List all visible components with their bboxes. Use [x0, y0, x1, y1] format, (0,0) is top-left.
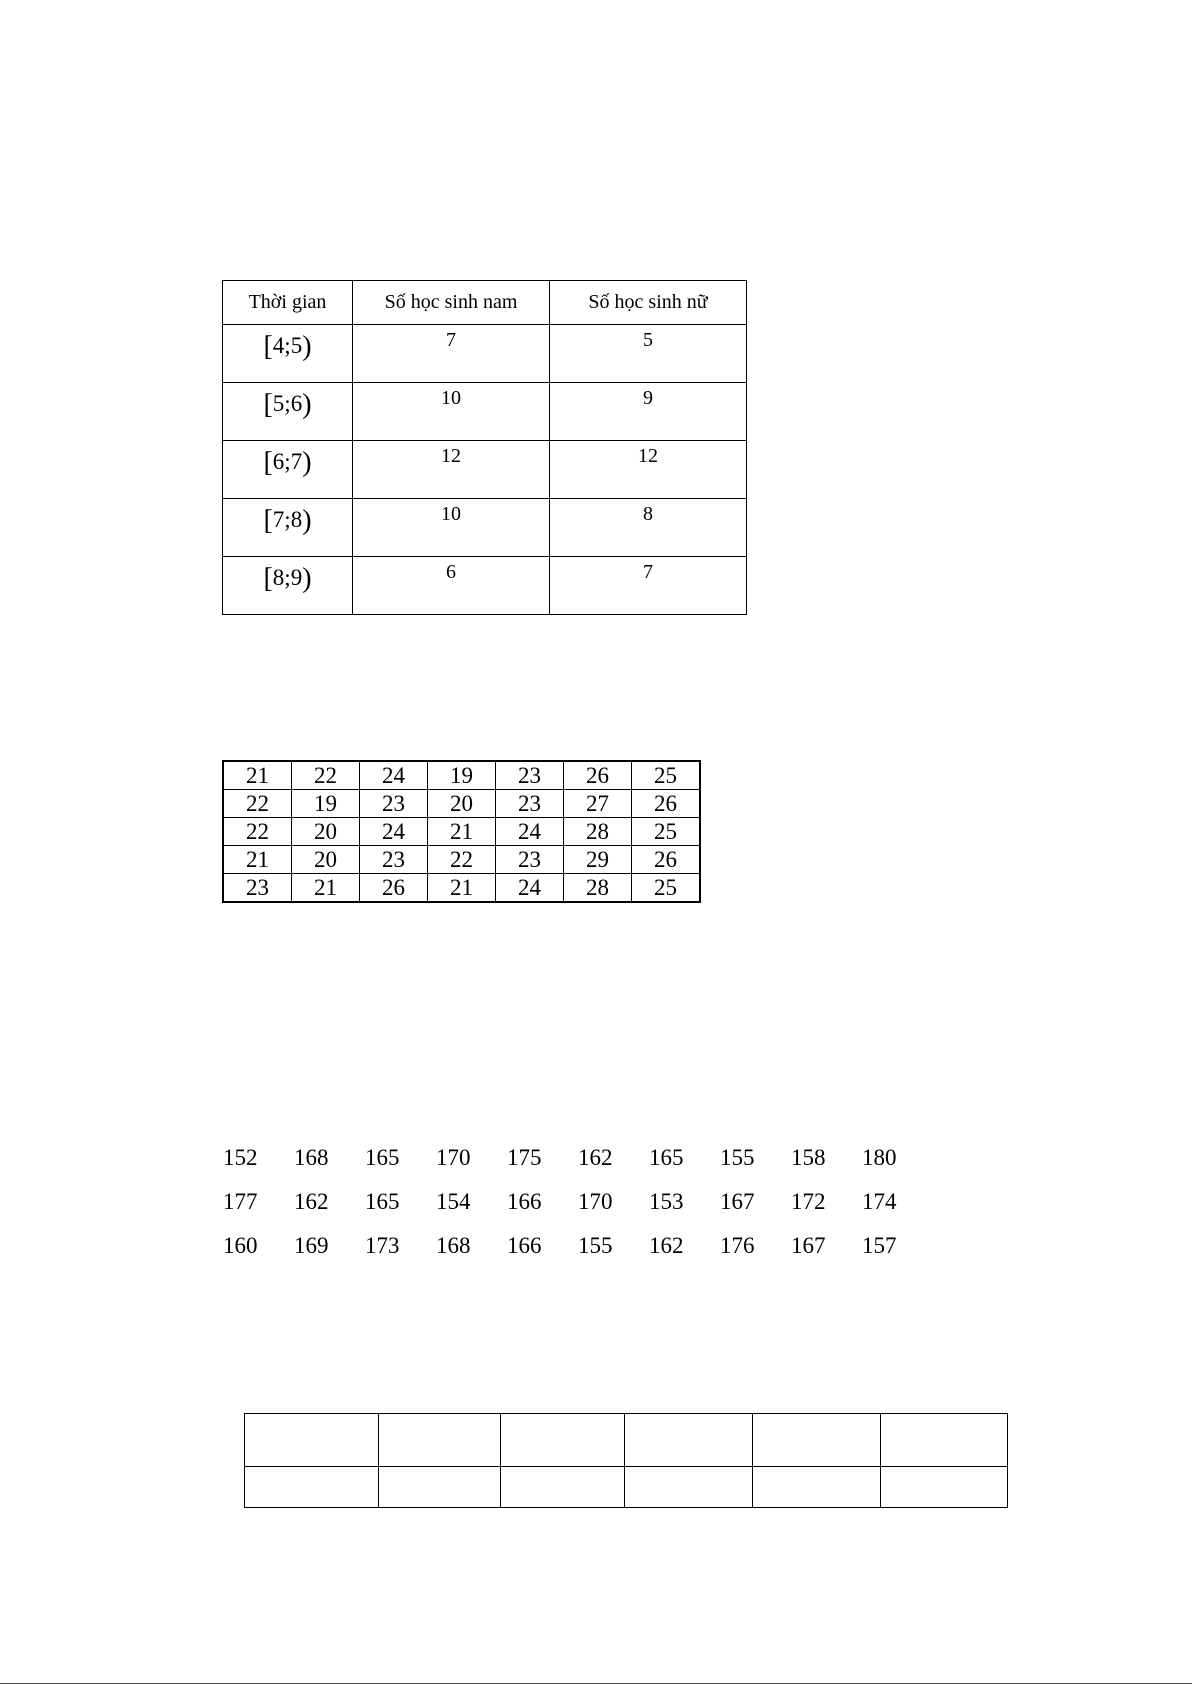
grid-cell: 27 — [564, 790, 632, 818]
table-row — [245, 1414, 1008, 1467]
table-row — [223, 557, 747, 615]
heights-list — [223, 1136, 933, 1268]
grid-cell: 23 — [496, 761, 564, 790]
table-row — [223, 383, 747, 441]
height-value: 152 — [223, 1145, 258, 1170]
grid-cell: 26 — [360, 874, 428, 903]
height-value: 167 — [791, 1233, 826, 1258]
header-female: Số học sinh nữ — [550, 281, 747, 325]
height-value: 173 — [365, 1233, 400, 1258]
interval-cell: [4;5) — [223, 325, 353, 383]
female-count: 5 — [550, 325, 747, 383]
grid-cell: 28 — [564, 818, 632, 846]
height-value: 162 — [649, 1233, 684, 1258]
height-value: 168 — [294, 1145, 329, 1170]
empty-frequency-table — [244, 1413, 1008, 1508]
grid-cell: 22 — [292, 761, 360, 790]
grid-cell: 25 — [632, 818, 701, 846]
grid-cell: 23 — [360, 790, 428, 818]
grid-cell: 21 — [223, 846, 292, 874]
study-time-table — [222, 280, 747, 615]
table-row — [223, 790, 700, 818]
male-count: 7 — [353, 325, 550, 383]
height-value: 155 — [578, 1233, 613, 1258]
height-value: 175 — [507, 1145, 542, 1170]
female-count: 7 — [550, 557, 747, 615]
grid-cell: 19 — [428, 761, 496, 790]
heights-row — [223, 1136, 933, 1180]
grid-cell: 20 — [428, 790, 496, 818]
male-count: 10 — [353, 499, 550, 557]
table-header-row — [223, 281, 747, 325]
height-value: 174 — [862, 1189, 897, 1214]
height-value: 166 — [507, 1233, 542, 1258]
height-value: 168 — [436, 1233, 471, 1258]
empty-cell — [501, 1467, 625, 1508]
height-value: 170 — [578, 1189, 613, 1214]
empty-cell — [625, 1467, 753, 1508]
table-row — [245, 1467, 1008, 1508]
number-grid-table — [222, 760, 701, 903]
grid-cell: 21 — [292, 874, 360, 903]
height-value: 167 — [720, 1189, 755, 1214]
height-value: 165 — [365, 1145, 400, 1170]
height-value: 172 — [791, 1189, 826, 1214]
grid-cell: 23 — [496, 790, 564, 818]
grid-cell: 22 — [223, 818, 292, 846]
empty-cell — [881, 1467, 1008, 1508]
empty-cell — [625, 1414, 753, 1467]
empty-cell — [753, 1467, 881, 1508]
heights-row — [223, 1180, 933, 1224]
grid-cell: 23 — [496, 846, 564, 874]
empty-cell — [753, 1414, 881, 1467]
header-male: Số học sinh nam — [353, 281, 550, 325]
table-row — [223, 846, 700, 874]
grid-cell: 21 — [428, 874, 496, 903]
height-value: 160 — [223, 1233, 258, 1258]
table-row — [223, 499, 747, 557]
table-row — [223, 818, 700, 846]
empty-cell — [245, 1414, 379, 1467]
interval-cell: [7;8) — [223, 499, 353, 557]
table-row — [223, 761, 700, 790]
height-value: 158 — [791, 1145, 826, 1170]
grid-cell: 29 — [564, 846, 632, 874]
height-value: 166 — [507, 1189, 542, 1214]
grid-cell: 25 — [632, 874, 701, 903]
height-value: 180 — [862, 1145, 897, 1170]
table-row — [223, 325, 747, 383]
grid-cell: 26 — [632, 846, 701, 874]
table-row — [223, 874, 700, 903]
grid-cell: 21 — [428, 818, 496, 846]
grid-cell: 26 — [564, 761, 632, 790]
male-count: 6 — [353, 557, 550, 615]
grid-cell: 28 — [564, 874, 632, 903]
grid-cell: 22 — [223, 790, 292, 818]
heights-row — [223, 1224, 933, 1268]
header-time: Thời gian — [223, 281, 353, 325]
height-value: 177 — [223, 1189, 258, 1214]
male-count: 10 — [353, 383, 550, 441]
grid-cell: 23 — [360, 846, 428, 874]
height-value: 169 — [294, 1233, 329, 1258]
height-value: 170 — [436, 1145, 471, 1170]
grid-cell: 21 — [223, 761, 292, 790]
grid-cell: 23 — [223, 874, 292, 903]
height-value: 155 — [720, 1145, 755, 1170]
female-count: 12 — [550, 441, 747, 499]
empty-cell — [501, 1414, 625, 1467]
grid-cell: 24 — [360, 761, 428, 790]
grid-cell: 24 — [496, 874, 564, 903]
height-value: 162 — [578, 1145, 613, 1170]
height-value: 154 — [436, 1189, 471, 1214]
height-value: 176 — [720, 1233, 755, 1258]
grid-cell: 19 — [292, 790, 360, 818]
grid-cell: 20 — [292, 818, 360, 846]
height-value: 165 — [365, 1189, 400, 1214]
female-count: 9 — [550, 383, 747, 441]
grid-cell: 24 — [496, 818, 564, 846]
height-value: 165 — [649, 1145, 684, 1170]
page-bottom-rule — [0, 1683, 1192, 1684]
female-count: 8 — [550, 499, 747, 557]
height-value: 162 — [294, 1189, 329, 1214]
table-row — [223, 441, 747, 499]
interval-cell: [5;6) — [223, 383, 353, 441]
empty-cell — [379, 1467, 501, 1508]
grid-cell: 26 — [632, 790, 701, 818]
height-value: 157 — [862, 1233, 897, 1258]
grid-cell: 25 — [632, 761, 701, 790]
empty-cell — [881, 1414, 1008, 1467]
interval-cell: [6;7) — [223, 441, 353, 499]
grid-cell: 22 — [428, 846, 496, 874]
grid-cell: 24 — [360, 818, 428, 846]
grid-cell: 20 — [292, 846, 360, 874]
interval-cell: [8;9) — [223, 557, 353, 615]
empty-cell — [379, 1414, 501, 1467]
male-count: 12 — [353, 441, 550, 499]
empty-cell — [245, 1467, 379, 1508]
height-value: 153 — [649, 1189, 684, 1214]
